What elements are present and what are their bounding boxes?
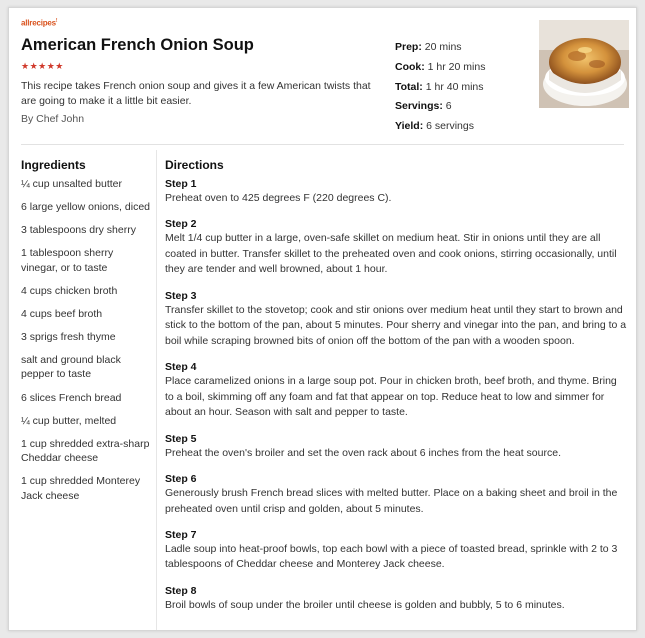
meta-label: Servings: (395, 100, 443, 113)
meta-value: 6 servings (426, 120, 474, 133)
step-text: Preheat the oven's broiler and set the oven rack about 6 inches from the heat source. (165, 446, 561, 459)
step-text: Generously brush French bread slices with melted butter. Place on a baking sheet and broil in the preheated oven until crisp and golden, about 5 minutes. (165, 486, 618, 515)
ingredient-item: 1 cup shredded Monterey Jack cheese (21, 475, 141, 502)
directions-heading: Directions (165, 158, 224, 172)
step-label: Step 4 (165, 361, 197, 374)
meta-value: 1 hr 40 mins (425, 80, 484, 93)
logo-text: allrecipes (21, 18, 56, 28)
meta-label: Yield: (395, 120, 424, 133)
step-item (165, 528, 627, 573)
meta-prep (395, 38, 545, 58)
step-label: Step 6 (165, 472, 197, 485)
meta-value: 20 mins (424, 41, 462, 53)
step-item (165, 432, 627, 462)
step-text: Melt 1/4 cup butter in a large, oven-safe skillet on medium heat. Stir in onions until they are all coated in butter. Transfer skillet to the preheated oven and cook onions, stirring occasionally, until they are tender and well browned, about 1 hour. (165, 232, 617, 276)
step-label: Step 3 (165, 289, 197, 302)
ingredient-item: 3 tablespoons dry sherry (21, 224, 136, 237)
allrecipes-logo[interactable] (21, 18, 57, 28)
recipe-card (8, 7, 637, 631)
step-item (165, 289, 627, 350)
meta-yield (395, 117, 545, 137)
meta-value: 1 hr 20 mins (427, 60, 486, 73)
step-item (165, 177, 627, 207)
ingredient-item: salt and ground black pepper to taste (21, 354, 121, 381)
ingredient-item: 1 cup shredded extra-sharp Cheddar cheese (21, 437, 150, 465)
recipe-byline: By Chef John (21, 113, 85, 125)
step-text: Ladle soup into heat-proof bowls, top each bowl with a piece of toasted bread, sprinkle with 2 to 3 tablespoons of Cheddar cheese and Monterey Jack cheese. (165, 542, 618, 571)
ingredient-item: 3 sprigs fresh thyme (21, 330, 116, 343)
meta-servings (395, 97, 545, 117)
ingredient-item: 4 cups beef broth (21, 307, 103, 320)
recipe-meta (395, 38, 545, 137)
rating-stars: ★★★★★ (21, 61, 64, 71)
column-divider (156, 150, 157, 630)
step-text: Preheat oven to 425 degrees F (220 degrees C). (165, 192, 392, 204)
meta-cook (395, 58, 545, 78)
header-divider (21, 144, 624, 145)
ingredients-heading: Ingredients (21, 158, 86, 172)
logo-mark: ! (55, 18, 58, 24)
ingredient-item: 6 large yellow onions, diced (21, 201, 150, 214)
step-label: Step 5 (165, 432, 197, 445)
ingredients-section (21, 158, 151, 512)
meta-total (395, 78, 545, 98)
french-onion-soup-photo[interactable] (539, 20, 629, 108)
ingredient-item: ¼ cup butter, melted (21, 414, 117, 427)
step-item (165, 584, 627, 614)
meta-label: Cook: (395, 60, 425, 73)
step-item (165, 217, 627, 278)
ingredient-item: 4 cups chicken broth (21, 284, 118, 297)
ingredient-item: 6 slices French bread (21, 391, 122, 404)
recipe-title: American French Onion Soup (21, 36, 254, 54)
meta-label: Prep: (395, 41, 422, 53)
step-text: Place caramelized onions in a large soup pot. Pour in chicken broth, beef broth, and thyme. Bring to a boil, skimming off any foam and fat that appear on top. Reduce heat to low and simmer for about an hour. Season with salt and pepper to taste. (165, 375, 617, 419)
step-item (165, 360, 627, 421)
meta-label: Total: (395, 80, 423, 93)
step-label: Step 7 (165, 528, 197, 541)
directions-section (165, 158, 627, 624)
step-label: Step 1 (165, 178, 197, 190)
recipe-description: This recipe takes French onion soup and gives it a few American twists that are going to make it a little bit easier. (21, 80, 371, 107)
ingredient-item: 1 tablespoon sherry vinegar, or to taste (21, 247, 114, 274)
step-text: Broil bowls of soup under the broiler until cheese is golden and bubbly, 5 to 6 minutes. (165, 598, 565, 611)
step-text: Transfer skillet to the stovetop; cook and stir onions over medium heat until they start to brown and stick to the bottom of the pan, about 5 minutes. Pour sherry and vinegar into the pan, and bring to a boil while scraping browned bits of onion off the bottom of the pan with a wooden spoon. (165, 303, 627, 347)
step-item (165, 472, 627, 517)
meta-value: 6 (445, 100, 452, 113)
soup-image (539, 20, 629, 108)
ingredient-item: ¼ cup unsalted butter (21, 178, 122, 190)
step-label: Step 2 (165, 218, 197, 231)
step-label: Step 8 (165, 584, 197, 597)
